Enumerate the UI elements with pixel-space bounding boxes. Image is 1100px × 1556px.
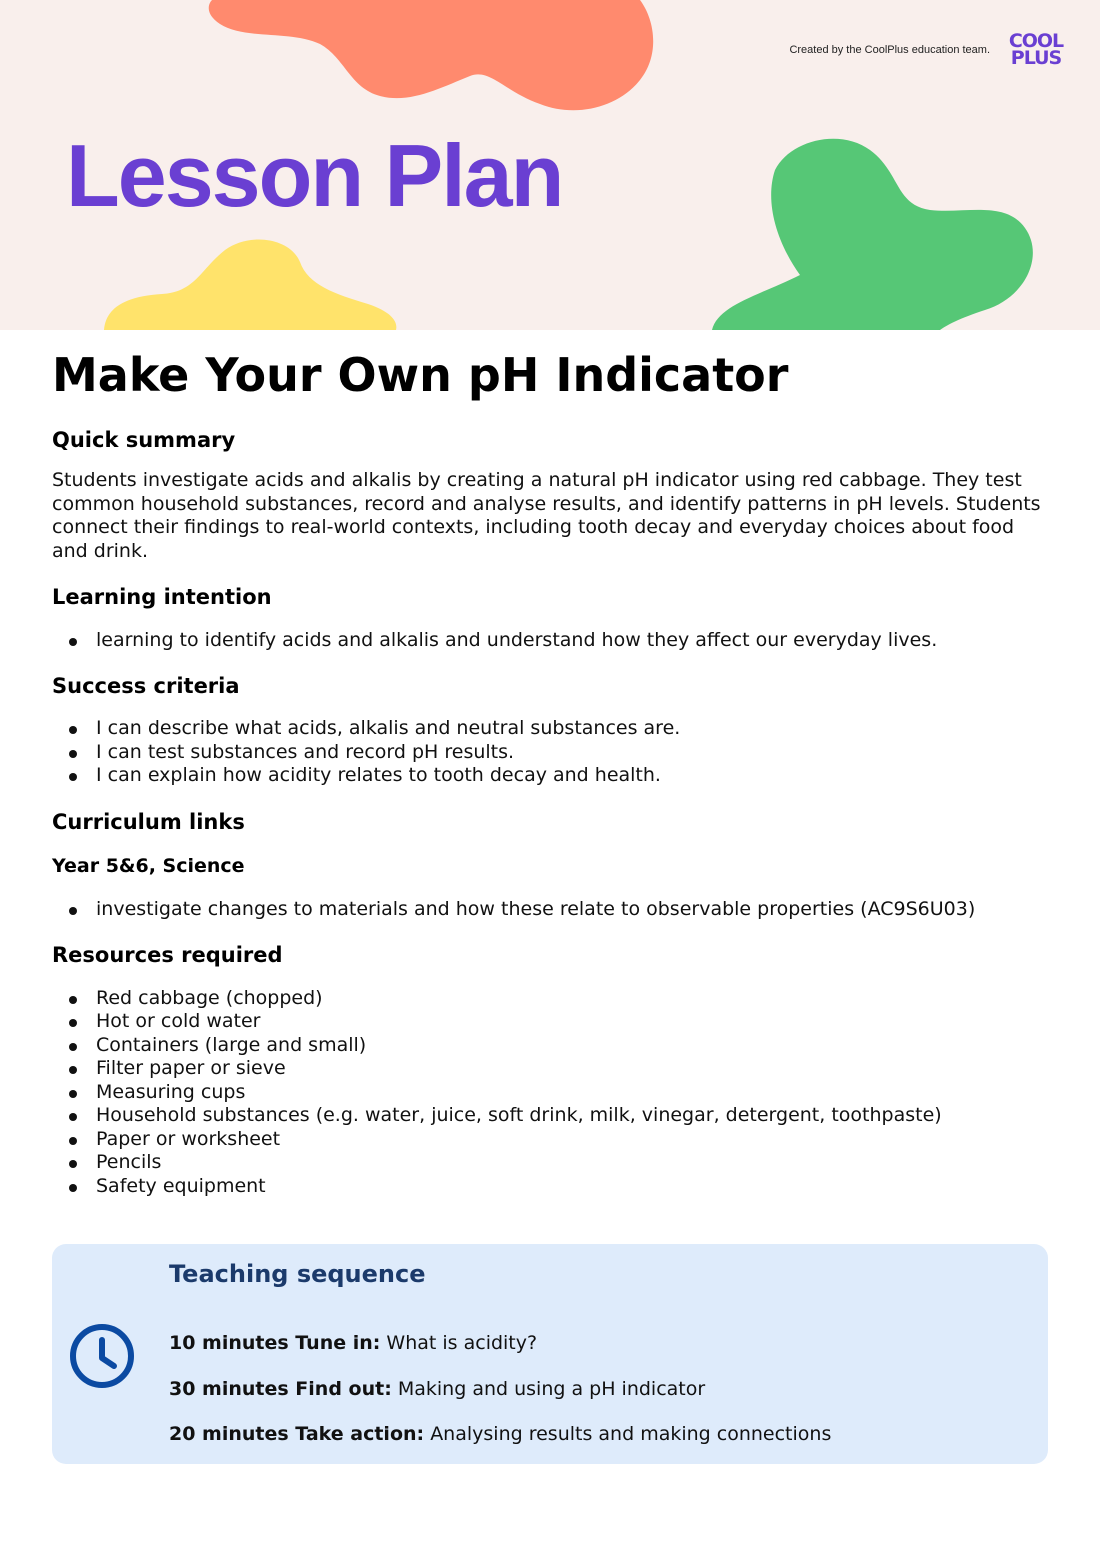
teaching-step <box>169 1332 831 1356</box>
coolplus-logo <box>1004 30 1068 69</box>
lesson-content <box>52 346 1048 1198</box>
quick-summary-heading: Quick summary <box>52 427 236 452</box>
logo-line-2: PLUS <box>1010 47 1062 69</box>
learning-intention-list <box>52 629 1048 653</box>
resources-list <box>52 987 1048 1199</box>
success-criteria-list <box>52 717 1048 788</box>
curriculum-links-list <box>52 898 1048 922</box>
document-title: Make Your Own pH Indicator <box>52 348 789 402</box>
teaching-step <box>169 1423 831 1447</box>
curriculum-subheading: Year 5&6, Science <box>52 855 245 878</box>
step-text: Analysing results and making connections <box>430 1423 832 1445</box>
list-item: Safety equipment <box>52 1175 1048 1199</box>
step-label: 10 minutes Tune in: <box>169 1332 381 1354</box>
list-item: investigate changes to materials and how these relate to observable properties (AC9S6U03) <box>52 898 1048 922</box>
logo-line-1: COOL <box>1008 30 1064 52</box>
list-item: I can test substances and record pH results. <box>52 741 1048 765</box>
credit-text: Created by the CoolPlus education team. <box>789 44 990 56</box>
orange-blob <box>209 0 653 110</box>
learning-intention-heading: Learning intention <box>52 585 272 610</box>
list-item: learning to identify acids and alkalis and understand how they affect our everyday lives. <box>52 629 1048 653</box>
list-item: Pencils <box>52 1151 1048 1175</box>
quick-summary-text: Students investigate acids and alkalis by creating a natural pH indicator using red cabbage. They test common household substances, record and analyse results, and identify patterns in pH levels. Students connect their findings to real-world contexts, including tooth decay and everyday choices about food and drink. <box>52 469 1041 562</box>
step-text: What is acidity? <box>386 1332 538 1354</box>
list-item: Household substances (e.g. water, juice, soft drink, milk, vinegar, detergent, toothpaste) <box>52 1104 1048 1128</box>
list-item: Containers (large and small) <box>52 1034 1048 1058</box>
list-item: I can explain how acidity relates to tooth decay and health. <box>52 764 1048 788</box>
step-label: 20 minutes Take action: <box>169 1423 425 1445</box>
step-text: Making and using a pH indicator <box>397 1377 706 1400</box>
list-item: Paper or worksheet <box>52 1128 1048 1152</box>
green-blob <box>712 139 1033 330</box>
teaching-sequence-heading: Teaching sequence <box>169 1260 426 1288</box>
list-item: I can describe what acids, alkalis and neutral substances are. <box>52 717 1048 741</box>
lesson-plan-title: Lesson Plan <box>66 126 563 225</box>
list-item: Measuring cups <box>52 1081 1048 1105</box>
step-label: 30 minutes Find out: <box>169 1377 392 1400</box>
page-header <box>0 0 1100 330</box>
clock-icon <box>67 1321 137 1391</box>
resources-heading: Resources required <box>52 943 283 968</box>
curriculum-links-heading: Curriculum links <box>52 809 245 834</box>
teaching-sequence-box <box>52 1244 1048 1464</box>
list-item: Filter paper or sieve <box>52 1057 1048 1081</box>
teaching-step <box>169 1378 831 1402</box>
list-item: Hot or cold water <box>52 1010 1048 1034</box>
success-criteria-heading: Success criteria <box>52 674 240 699</box>
list-item: Red cabbage (chopped) <box>52 987 1048 1011</box>
teaching-steps <box>169 1332 831 1469</box>
yellow-blob <box>104 240 396 330</box>
